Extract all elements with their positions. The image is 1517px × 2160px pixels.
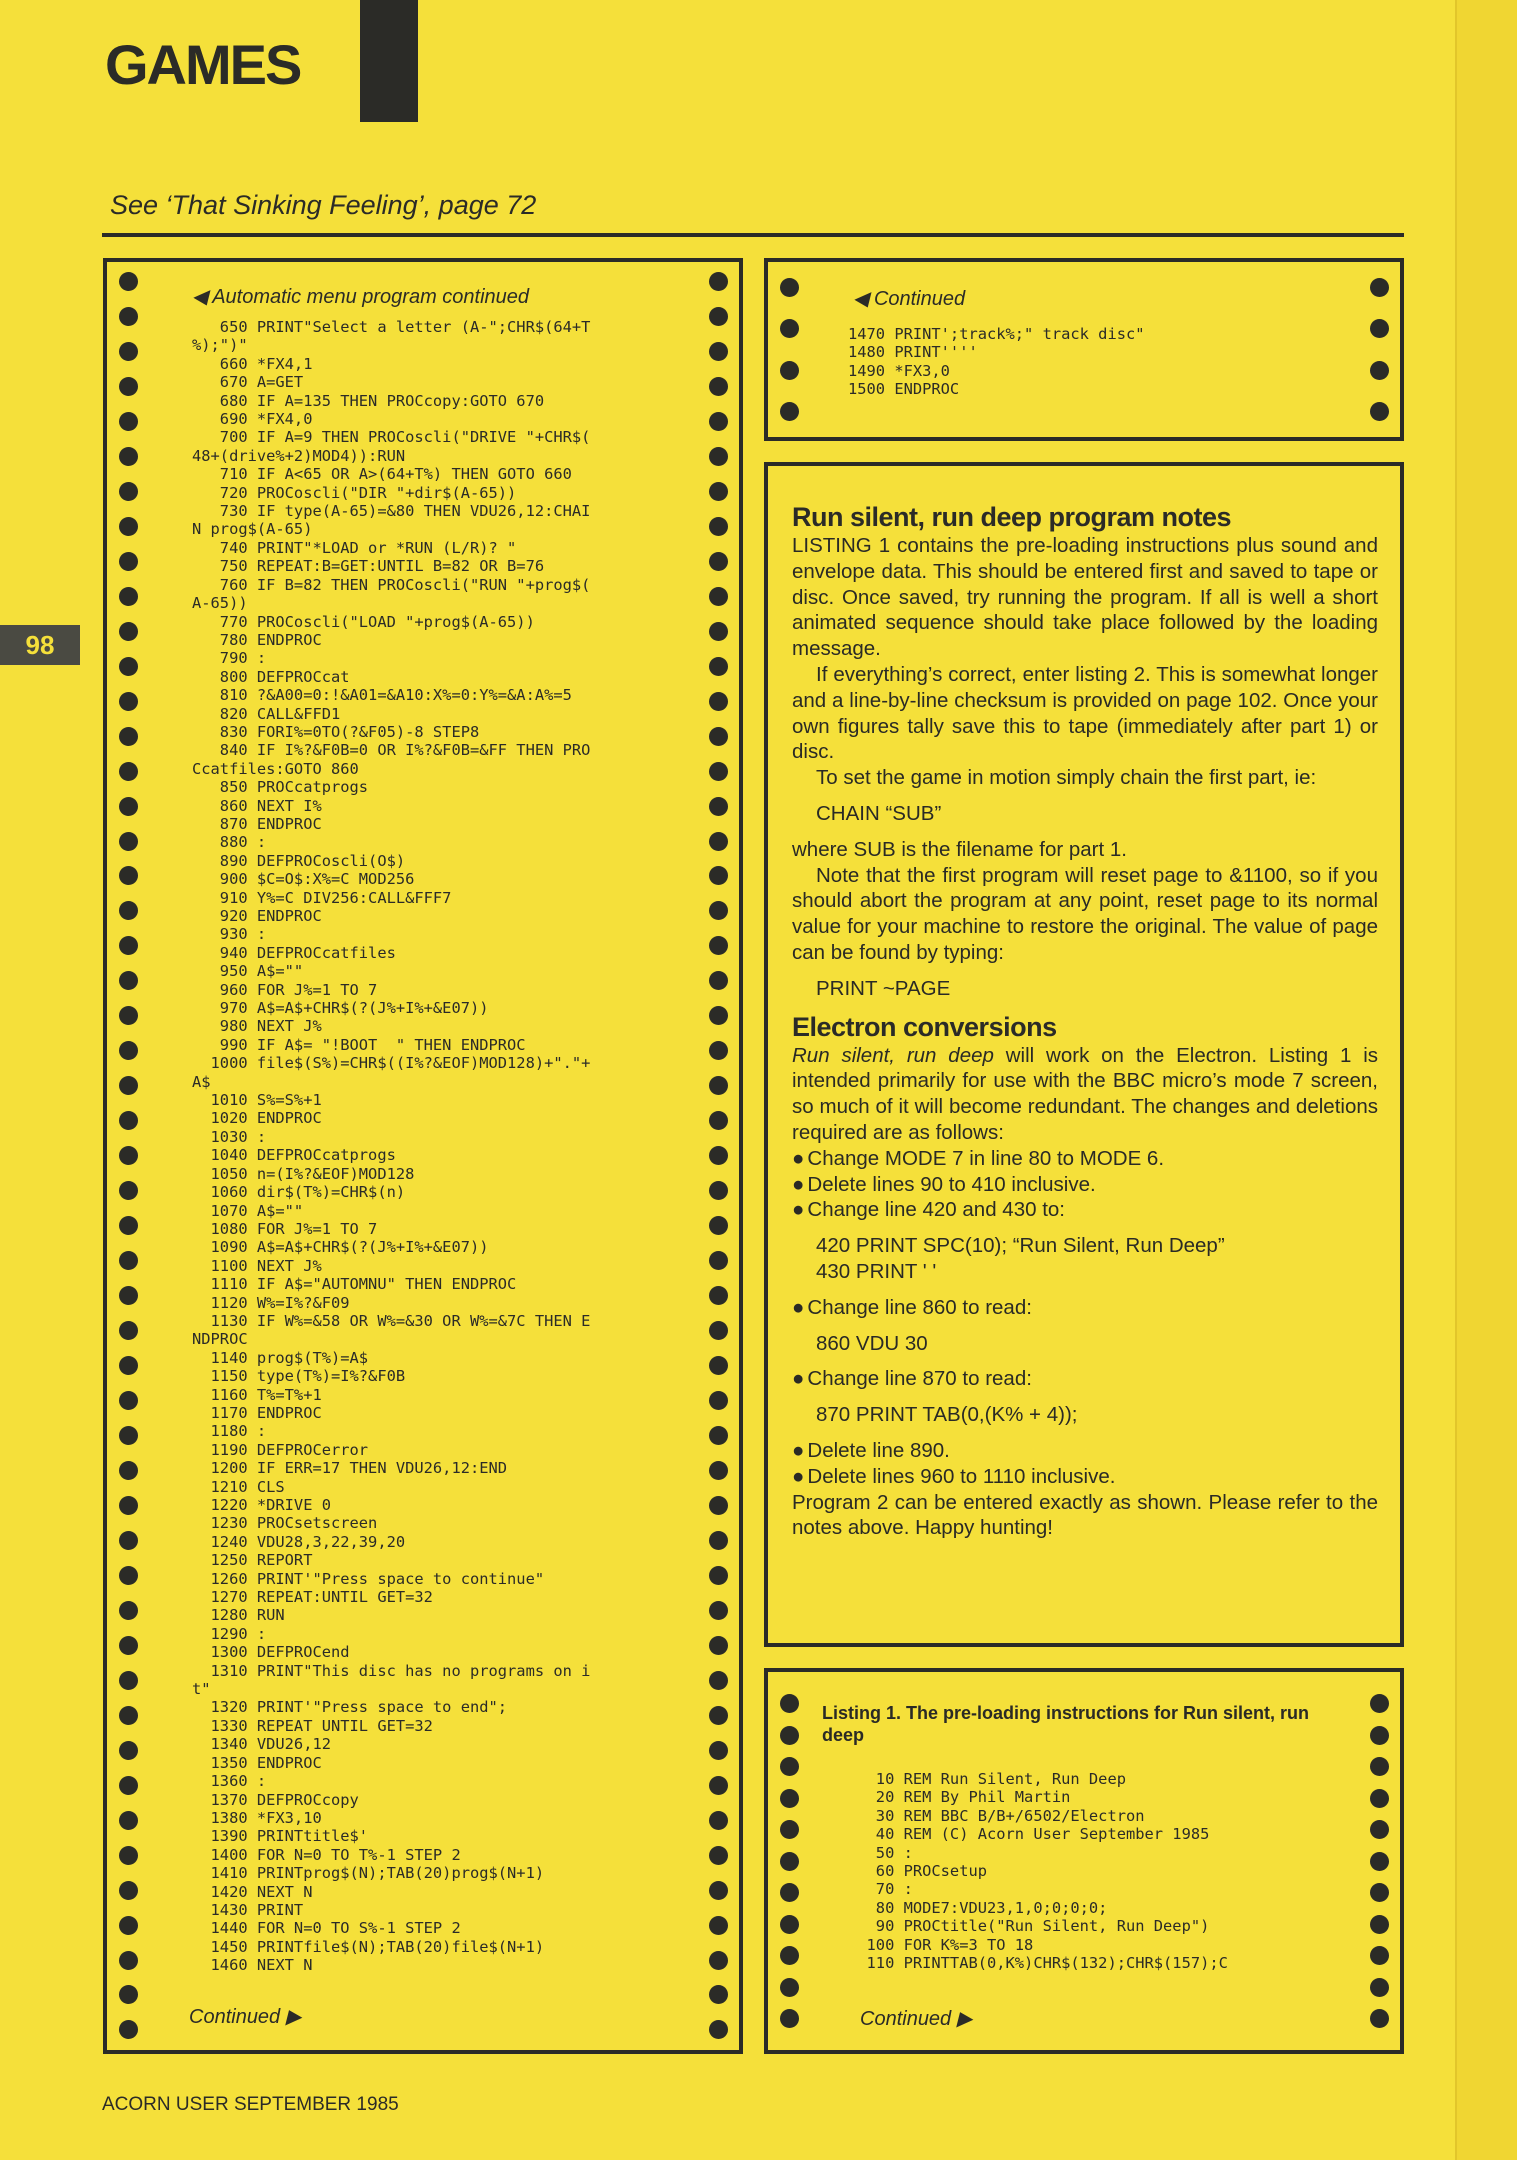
code-line: 870 PRINT TAB(0,(K% + 4));	[816, 1403, 1078, 1427]
print-page-command: PRINT ~PAGE	[816, 976, 951, 1000]
notes-paragraph: Program 2 can be entered exactly as shown. Please refer to the notes above. Happy hunting!	[792, 1490, 1378, 1540]
program-notes-box	[764, 462, 1404, 1647]
electron-text: will work on the Electron. Listing 1 is intended primarily for use with the BBC micro’s mode 7 screen, so much of it will become redundant. The changes and deletions required are as follows:	[792, 1043, 1378, 1144]
basic-code-listing: 10 REM Run Silent, Run Deep 20 REM By Phil Martin 30 REM BBC B/B+/6502/Electron 40 REM (C) Acorn User September 1985 50 : 60 PROCsetup 70 : 80 MODE7:VDU23,1,0;0;0;0; 90 PROCtitle("Run Silent, Run Deep") 100 FOR K%=3 TO 18 110 PRINTTAB(0,K%)CHR$(132);CHR$(157);C	[866, 1770, 1228, 1973]
continued-label: Continued ▶	[189, 2006, 302, 2028]
listing-continued-heading: ◀ Automatic menu program continued	[192, 286, 530, 308]
notes-paragraph: If everything’s correct, enter listing 2. This is somewhat longer and a line-by-line checksum is provided on page 102. Once your own figures tally save this to tape (immediately after part 1) or disc.	[792, 662, 1378, 764]
notes-paragraph: LISTING 1 contains the pre-loading instructions plus sound and envelope data. This should be entered first and saved to tape or disc. Once saved, try running the program. If all is well a short animated sequence should take place followed by the loading message.	[792, 534, 1378, 661]
sprocket-holes-left	[776, 262, 802, 437]
right-top-listing-box	[764, 258, 1404, 441]
continued-label: Continued ▶	[860, 2008, 973, 2030]
basic-code-listing: 1470 PRINT';track%;" track disc" 1480 PRINT'''' 1490 *FX3,0 1500 ENDPROC	[848, 325, 1145, 399]
code-line: 420 PRINT SPC(10); “Run Silent, Run Deep”	[816, 1234, 1225, 1258]
bullet-item: ● Change line 860 to read:	[792, 1295, 1378, 1321]
listing1-box	[764, 1668, 1404, 2054]
cross-reference: See ‘That Sinking Feeling’, page 72	[110, 190, 537, 220]
left-listing-box	[103, 258, 743, 2054]
sprocket-holes-left	[115, 262, 141, 2050]
notes-heading: Run silent, run deep program notes	[792, 502, 1232, 532]
notes-paragraph: Note that the first program will reset page to &1100, so if you should abort the program at any point, reset page to its normal value for your machine to restore the original. The value of page can be found by typing:	[792, 863, 1378, 964]
notes-paragraph	[792, 1043, 1378, 1146]
code-line: 860 VDU 30	[816, 1331, 928, 1355]
basic-code-listing: 650 PRINT"Select a letter (A-";CHR$(64+T %);")" 660 *FX4,1 670 A=GET 680 IF A=135 THEN PROCcopy:GOTO 670 690 *FX4,0 700 IF A=9 THEN PROCoscli("DRIVE "+CHR$( 48+(drive%+2)MOD4)):RUN 710 IF A<65 OR A>(64+T%) THEN GOTO 660 720 PROCoscli("DIR "+dir$(A-65)) 730 IF type(A-65)=&80 THEN VDU26,12:CHAI N prog$(A-65) 740 PRINT"*LOAD or *RUN (L/R)? " 750 REPEAT:B=GET:UNTIL B=82 OR B=76 760 IF B=82 THEN PROCoscli("RUN "+prog$( A-65)) 770 PROCoscli("LOAD "+prog$(A-65)) 780 ENDPROC 790 : 800 DEFPROCcat 810 ?&A00=0:!&A01=&A10:X%=0:Y%=&A:A%=5 820 CALL&FFD1 830 FORI%=0TO(?&F05)-8 STEP8 840 IF I%?&F0B=0 OR I%?&F0B=&FF THEN PRO Ccatfiles:GOTO 860 850 PROCcatprogs 860 NEXT I% 870 ENDPROC 880 : 890 DEFPROCoscli(O$) 900 $C=O$:X%=C MOD256 910 Y%=C DIV256:CALL&FFF7 920 ENDPROC 930 : 940 DEFPROCcatfiles 950 A$="" 960 FOR J%=1 TO 7 970 A$=A$+CHR$(?(J%+I%+&E07)) 980 NEXT J% 990 IF A$= "!BOOT " THEN ENDPROC 1000 file$(S%)=CHR$((I%?&EOF)MOD128)+"."+ A$ 1010 S%=S%+1 1020 ENDPROC 1030 : 1040 DEFPROCcatprogs 1050 n=(I%?&EOF)MOD128 1060 dir$(T%)=CHR$(n) 1070 A$="" 1080 FOR J%=1 TO 7 1090 A$=A$+CHR$(?(J%+I%+&E07)) 1100 NEXT J% 1110 IF A$="AUTOMNU" THEN ENDPROC 1120 W%=I%?&F09 1130 IF W%=&58 OR W%=&30 OR W%=&7C THEN E NDPROC 1140 prog$(T%)=A$ 1150 type(T%)=I%?&F0B 1160 T%=T%+1 1170 ENDPROC 1180 : 1190 DEFPROCerror 1200 IF ERR=17 THEN VDU26,12:END 1210 CLS 1220 *DRIVE 0 1230 PROCsetscreen 1240 VDU28,3,22,39,20 1250 REPORT 1260 PRINT'"Press space to continue" 1270 REPEAT:UNTIL GET=32 1280 RUN 1290 : 1300 DEFPROCend 1310 PRINT"This disc has no programs on i t" 1320 PRINT'"Press space to end"; 1330 REPEAT UNTIL GET=32 1340 VDU26,12 1350 ENDPROC 1360 : 1370 DEFPROCcopy 1380 *FX3,10 1390 PRINTtitle$' 1400 FOR N=0 TO T%-1 STEP 2 1410 PRINTprog$(N);TAB(20)prog$(N+1) 1420 NEXT N 1430 PRINT 1440 FOR N=0 TO S%-1 STEP 2 1450 PRINTfile$(N);TAB(20)file$(N+1) 1460 NEXT N	[192, 318, 591, 1975]
bullet-item: ● Delete lines 960 to 1110 inclusive.	[792, 1464, 1378, 1490]
magazine-footer: ACORN USER SEPTEMBER 1985	[102, 2094, 399, 2115]
section-bar	[360, 0, 418, 122]
bullet-item: ● Delete lines 90 to 410 inclusive.	[792, 1172, 1378, 1198]
notes-paragraph: where SUB is the filename for part 1.	[792, 837, 1127, 861]
bullet-item: ● Change MODE 7 in line 80 to MODE 6.	[792, 1146, 1378, 1172]
game-title-italic: Run silent, run deep	[792, 1043, 994, 1067]
header-rule	[102, 233, 1404, 237]
chain-command: CHAIN “SUB”	[816, 801, 942, 825]
page-number-tab: 98	[0, 625, 80, 665]
bullet-item: ● Change line 870 to read:	[792, 1366, 1378, 1392]
sprocket-holes-left	[776, 1672, 802, 2050]
sprocket-holes-right	[1366, 1672, 1392, 2050]
listing-title: Listing 1. The pre-loading instructions for Run silent, run deep	[822, 1703, 1310, 1745]
bullet-item: ● Change line 420 and 430 to:	[792, 1197, 1378, 1223]
listing-continued-heading: ◀ Continued	[853, 288, 966, 310]
notes-paragraph: To set the game in motion simply chain the first part, ie:	[816, 766, 1317, 790]
bullet-item: ● Delete line 890.	[792, 1438, 1378, 1464]
sprocket-holes-right	[705, 262, 731, 2050]
sprocket-holes-right	[1366, 262, 1392, 437]
electron-heading: Electron conversions	[792, 1011, 1057, 1042]
code-line: 430 PRINT ' '	[816, 1259, 937, 1283]
page-edge	[1455, 0, 1517, 2160]
section-title: GAMES	[105, 33, 301, 96]
